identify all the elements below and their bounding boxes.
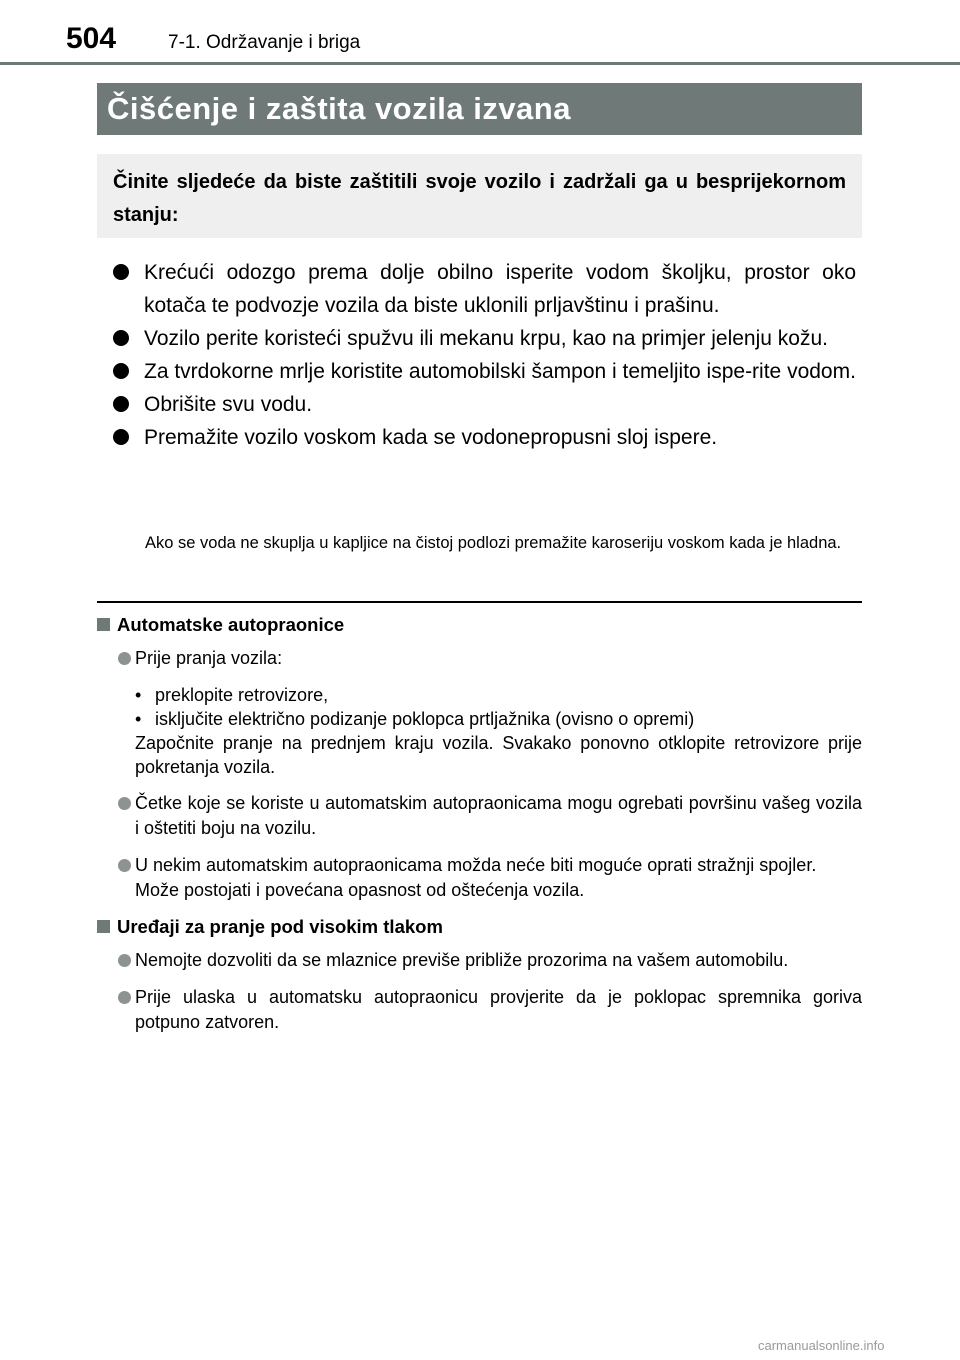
section-heading-pressure-washer: Uređaji za pranje pod visokim tlakom	[97, 914, 862, 940]
section-divider	[97, 601, 862, 603]
sub-bullet-item: • preklopite retrovizore,	[135, 685, 329, 705]
bullet-icon	[113, 363, 129, 379]
bullet-icon	[113, 396, 129, 412]
page-header	[0, 0, 960, 68]
list-item: Prije pranja vozila:	[97, 646, 862, 671]
bullet-icon	[113, 429, 129, 445]
section-heading-automatic-wash: Automatske autopraonice	[97, 612, 862, 638]
list-item: U nekim automatskim autopraonicama možda neće biti moguće oprati stražnji spojler.	[97, 853, 862, 878]
wax-note: Ako se voda ne skuplja u kapljice na čistoj podlozi premažite karoseriju voskom kada je hladna.	[145, 534, 842, 552]
info-sections	[97, 612, 862, 1035]
list-item	[113, 256, 856, 322]
followup-text: Započnite pranje na prednjem kraju vozila. Svakako ponovno otklopite retrovizore prije pokretanja vozila.	[135, 733, 862, 777]
bullet-icon	[118, 954, 131, 967]
list-item: Prije ulaska u automatsku autopraonicu provjerite da je poklopac spremnika goriva potpuno zatvoren.	[97, 985, 862, 1035]
bullet-icon	[118, 797, 131, 810]
header-divider	[0, 62, 960, 65]
list-item	[113, 421, 856, 454]
list-item: Nemojte dozvoliti da se mlaznice previše približe prozorima na vašem automobilu.	[97, 948, 862, 973]
square-bullet-icon	[97, 618, 110, 631]
list-item	[113, 322, 856, 355]
list-item-text: Za tvrdokorne mrlje koristite automobilski šampon i temeljito ispe-rite vodom.	[144, 360, 856, 383]
bullet-icon	[118, 859, 131, 872]
list-item-text: Obrišite svu vodu.	[144, 393, 313, 416]
bullet-icon	[118, 991, 131, 1004]
section-title: Čišćenje i zaštita vozila izvana	[107, 91, 571, 126]
sub-bullet-item: • isključite električno podizanje poklopca prtljažnika (ovisno o opremi)	[135, 709, 695, 729]
square-bullet-icon	[97, 920, 110, 933]
list-item	[113, 388, 856, 421]
list-item-text: Premažite vozilo voskom kada se vodonepropusni sloj ispere.	[144, 426, 718, 449]
page-number: 504	[66, 22, 117, 55]
chapter-title: 7-1. Održavanje i briga	[168, 32, 361, 53]
list-item	[113, 355, 856, 388]
dot-icon: •	[135, 685, 142, 705]
dot-icon: •	[135, 709, 142, 729]
intro-box: Činite sljedeće da biste zaštitili svoje vozilo i zadržali ga u besprijekornom stanju:	[97, 154, 862, 238]
section-title-bar	[97, 83, 862, 135]
bullet-icon	[113, 264, 129, 280]
list-item-text: Vozilo perite koristeći spužvu ili mekanu krpu, kao na primjer jelenju kožu.	[144, 327, 828, 350]
bullet-icon	[118, 652, 131, 665]
followup-text: Može postojati i povećana opasnost od oštećenja vozila.	[135, 880, 585, 900]
watermark: carmanualsonline.info	[758, 1338, 885, 1353]
bullet-icon	[113, 330, 129, 346]
list-item: Četke koje se koriste u automatskim autopraonicama mogu ogrebati površinu vašeg vozila i oštetiti boju na vozilu.	[97, 791, 862, 841]
main-instruction-list	[113, 256, 856, 454]
list-item-text: Krećući odozgo prema dolje obilno isperite vodom školjku, prostor oko kotača te podvozje vozila da biste uklonili prljavštinu i prašinu.	[144, 261, 856, 317]
